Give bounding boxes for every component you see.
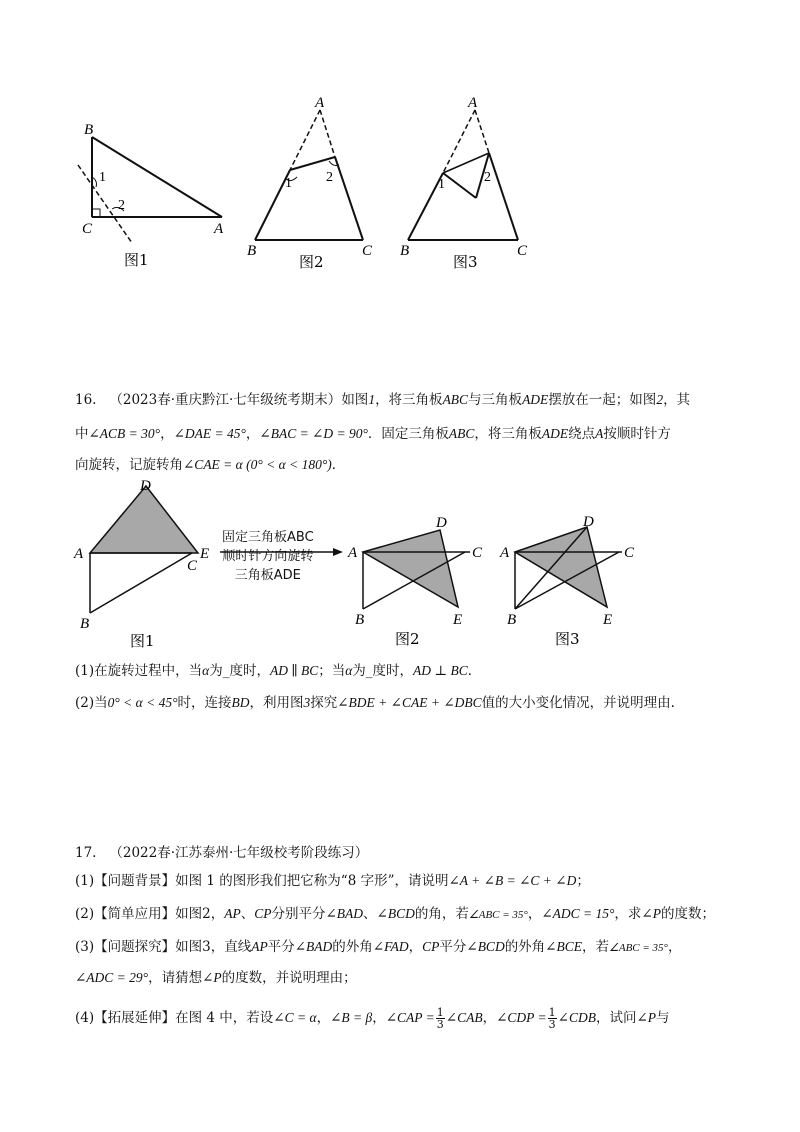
text: 的度数，并说明理由； [221,970,357,986]
top-figure-3 [400,95,550,279]
text: 与 [656,1010,670,1026]
math-range: 0° < α < 45° [107,695,178,710]
text: 平分∠ [267,939,307,955]
text: ， [667,939,682,955]
text: ，若 [582,939,609,955]
label-A: A [315,95,325,111]
text: 时，连接 [177,695,232,711]
label-B: B [247,243,257,259]
text: ；当 [318,663,346,679]
q16-figure-2-drawing [345,512,495,652]
q17-part-4 [75,1004,670,1032]
question-source: （2022春·江苏泰州·七年级校考阶段练习） [109,845,369,861]
q16-figure-2 [345,512,495,656]
question-number: 16. [75,392,97,408]
label-B: B [80,616,90,632]
math-cab: ∠CAB [445,1010,483,1025]
text: ． [467,663,482,679]
math-dae: ∠DAE = 45° [173,426,246,441]
label-B: B [400,243,410,259]
text: 为_度时， [352,663,414,679]
angle-1-label: 1 [285,176,292,191]
rotation-note-line-1: 固定三角板ABC [222,530,314,545]
math-abc: ABC [442,392,469,407]
math-abc-angle: ∠ABC = 35° [468,909,528,921]
text: 平分∠ [439,939,478,955]
math-c-alpha: ∠C = α [273,1010,317,1025]
fraction-denominator: 3 [436,1018,444,1031]
figure-caption: 图2 [299,253,324,271]
math-eight-shape: ∠A + ∠B = ∠C + ∠D [448,873,577,888]
math-ade: ADE [541,426,569,441]
text: ， [245,426,260,442]
label-D: D [436,515,447,531]
figure-ref: 3 [303,695,311,710]
q17-part-2 [75,904,715,925]
label-C: C [517,243,528,259]
math-bad: BAD [336,906,364,921]
math-bcd: BCD [477,939,505,954]
q17-part-1 [75,871,590,891]
text: ， [160,426,174,442]
text: 分别平分∠ [271,906,337,922]
math-p: ∠P [636,1010,657,1025]
text: 的角，若 [414,906,469,922]
label-E: E [200,546,210,562]
text: 为_度时， [209,663,270,679]
math-alpha: α [202,663,210,678]
top-figure-1 [70,115,240,279]
text: 向旋转，记旋转角 [75,457,183,473]
label-A: A [468,95,478,111]
math-ap: AP [251,939,268,954]
text: (2)【简单应用】如图2， [75,906,225,922]
top-figure-2-drawing [245,95,395,275]
figure-caption: 图3 [453,253,478,271]
label-E: E [453,612,463,628]
math-cdb: ∠CDB [557,1010,596,1025]
angle-2-label: 2 [326,170,333,185]
math-alpha: α [345,663,353,678]
math-b-beta: ∠B = β [330,1010,373,1025]
math-abc-angle: ∠ABC = 35° [609,942,668,954]
math-cap: ∠CAP = [385,1010,435,1025]
text: 、∠ [363,906,388,922]
text: (1)【问题背景】如图 1 的图形我们把它称为“8 字形”，请说明 [75,873,449,889]
text: ， [316,1010,331,1026]
question-source: （2023春·重庆黔江·七年级统考期末） [109,392,342,408]
top-figure-3-drawing [400,95,550,275]
figure-caption: 图1 [130,632,155,650]
text: 探究 [310,695,338,711]
label-B: B [355,612,365,628]
label-B: B [507,612,517,628]
q16-part-1 [75,661,481,681]
figure-caption: 图2 [395,630,420,648]
angle-1-label: 1 [438,177,445,192]
text: ，将三角板 [474,426,542,442]
text: ，请猜想∠ [148,970,214,986]
fraction-numerator: 1 [436,1006,444,1019]
math-bad: BAD [306,939,333,954]
label-E: E [603,612,613,628]
label-C: C [187,558,198,574]
math-perpendicular: AD ⊥ BC [413,663,468,678]
rotation-arrow [215,540,345,560]
figure-caption: 图3 [555,630,580,648]
label-C: C [362,243,373,259]
q17-header [75,843,368,863]
q16-figure-1 [70,478,220,657]
text: ，求∠ [614,906,653,922]
math-ade: ADE [522,392,549,407]
text: ， [527,906,542,922]
top-figure-1-drawing [70,115,240,275]
label-C: C [624,545,635,561]
text: 值的大小变化情况，并说明理由. [481,695,675,711]
q17-part-3a [75,937,681,958]
top-figure-2 [245,95,395,279]
fraction-denominator: 3 [548,1018,556,1031]
text: 的外角∠ [504,939,557,955]
text: ．固定三角板 [367,426,449,442]
text: ， [482,1010,497,1026]
math-cae: ∠CAE = α (0° < α < 180°) [183,457,332,472]
q16-part-2 [75,693,675,713]
text: 与三角板 [468,392,523,408]
text: (4)【拓展延伸】在图 4 中，若设 [75,1010,274,1026]
angle-1-label: 1 [99,170,106,185]
rotation-note-line-3: 三角板ADE [234,568,301,583]
math-fad: FAD [384,939,409,954]
math-adc-angle: ∠ADC = 15° [541,906,615,921]
math-abc: ABC [448,426,475,441]
math-cdp: ∠CDP = [496,1010,547,1025]
text: 摆放在一起；如图 [548,392,657,408]
label-D: D [140,478,151,494]
text: ，将三角板 [375,392,443,408]
math-p: P [213,970,222,985]
fraction-one-third [548,1007,557,1030]
math-cp: CP [254,906,272,921]
math-acb: ∠ACB = 30° [88,426,161,441]
text: 中 [75,426,89,442]
figure-caption: 图1 [124,251,149,269]
math-bd: BD [231,695,250,710]
math-cp: CP [422,939,440,954]
label-C: C [82,221,93,237]
label-A: A [500,545,510,561]
rotation-note-line-2: 顺时针方向旋转 [222,549,314,564]
label-A: A [348,545,358,561]
text: 的外角∠ [332,939,385,955]
label-A: A [74,546,84,562]
text: (3)【问题探究】如图3，直线 [75,939,252,955]
text: 的度数； [660,906,715,922]
text: 如图 [341,392,369,408]
math-parallel: AD ∥ BC [269,663,319,678]
q16-line-2 [75,424,671,444]
text: ， [408,939,423,955]
math-adc-angle: ∠ADC = 29° [75,970,149,985]
q16-line-1 [75,390,690,410]
q17-part-3b [75,968,357,988]
fraction-one-third [436,1007,445,1030]
math-bce: BCE [556,939,582,954]
text: ． [331,457,346,473]
q16-figure-3-drawing [497,512,647,652]
text: ，其 [663,392,691,408]
text: (1)在旋转过程中，当 [75,663,203,679]
math-a: A [595,426,604,441]
q16-figure-1-drawing [70,478,220,653]
question-number: 17. [75,845,97,861]
math-bcd: BCD [387,906,415,921]
math-angle-sum: ∠BDE + ∠CAE + ∠DBC [337,695,482,710]
math-p: P [652,906,661,921]
angle-2-label: 2 [484,170,491,185]
label-B: B [84,122,94,138]
label-D: D [583,514,594,530]
label-A: A [214,221,224,237]
q16-figure-3 [497,512,647,656]
text: 按顺时针方 [603,426,671,442]
figure-ref: 1 [368,392,376,407]
label-C: C [472,545,483,561]
text: (2)当 [75,695,108,711]
text: ， [372,1010,386,1026]
text: ； [576,873,590,889]
text: ，试问 [595,1010,637,1026]
angle-2-label: 2 [118,198,125,213]
math-ap: AP [224,906,241,921]
math-bac: ∠BAC = ∠D = 90° [259,426,368,441]
fraction-numerator: 1 [548,1006,556,1019]
text: 绕点 [568,426,596,442]
figure-ref: 2 [656,392,664,407]
text: ，利用图 [249,695,304,711]
text: 、 [240,906,255,922]
q16-line-3 [75,455,345,475]
